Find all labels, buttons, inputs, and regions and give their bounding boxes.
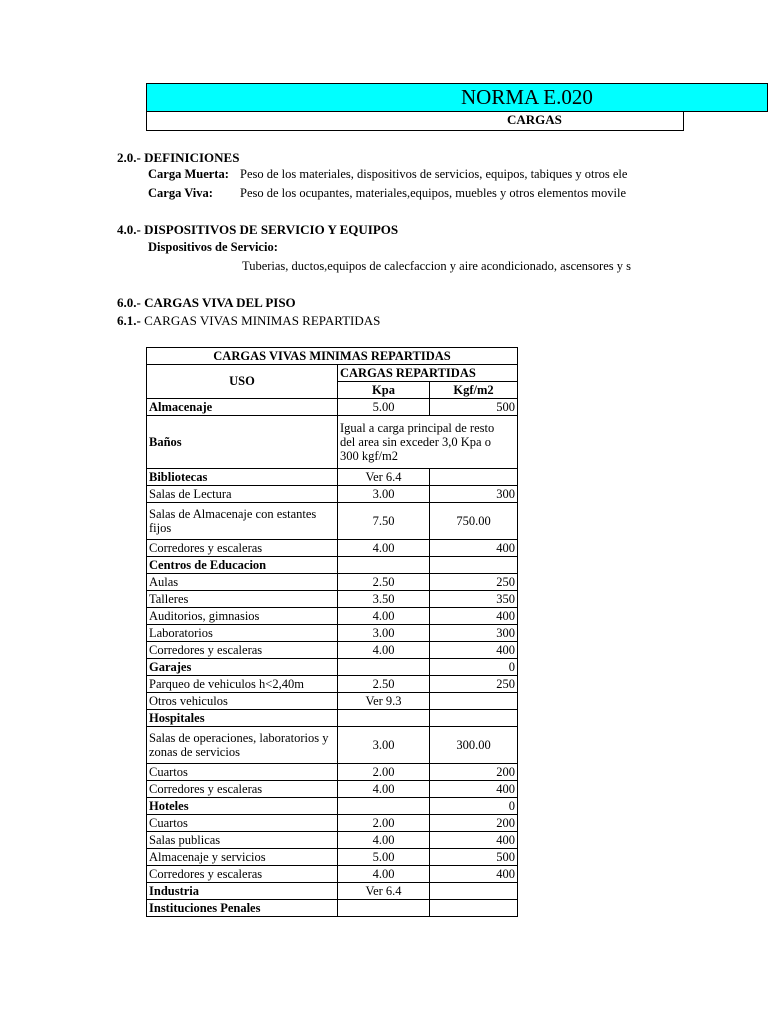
cell-kgf: 300.00 [430,727,518,764]
table-row [147,866,518,883]
live-load-text: Peso de los ocupantes, materiales,equipos, muebles y otros elementos movile [240,186,627,200]
cell-kpa: 2.00 [338,764,430,781]
cell-kgf: 350 [430,591,518,608]
cell-kpa: 3.00 [338,727,430,764]
cell-kgf [430,469,518,486]
cell-uso: Hoteles [147,798,338,815]
cell-kgf: 500 [430,849,518,866]
live-loads-table [146,347,518,917]
cell-uso: Instituciones Penales [147,900,338,917]
service-devices-label: Dispositivos de Servicio: [148,240,278,254]
cell-kgf: 0 [430,659,518,676]
cell-uso: Salas de Almacenaje con estantes fijos [147,503,338,540]
table-row [147,399,518,416]
cell-uso: Talleres [147,591,338,608]
cell-kpa: 7.50 [338,503,430,540]
cell-uso: Salas de Lectura [147,486,338,503]
cell-kgf: 400 [430,866,518,883]
cell-kpa: Ver 6.4 [338,883,430,900]
cell-kgf [430,710,518,727]
dead-load-label: Carga Muerta: [148,167,229,181]
cell-kpa: 4.00 [338,642,430,659]
cell-kgf [430,693,518,710]
column-header-uso: USO [147,365,338,399]
table-row [147,625,518,642]
service-devices-text: Tuberias, ductos,equipos de calecfaccion y aire acondicionado, ascensores y s [242,259,631,273]
cell-kpa: 4.00 [338,781,430,798]
table-row [147,710,518,727]
cell-kpa [338,710,430,727]
cell-kgf: 300 [430,486,518,503]
cell-kgf: 400 [430,832,518,849]
cell-kgf: 0 [430,798,518,815]
cell-uso: Salas publicas [147,832,338,849]
cell-kpa [338,557,430,574]
table-row [147,849,518,866]
cell-uso: Corredores y escaleras [147,866,338,883]
cell-uso: Laboratorios [147,625,338,642]
cell-kgf: 250 [430,676,518,693]
table-row [147,781,518,798]
cell-uso: Auditorios, gimnasios [147,608,338,625]
cell-uso: Bibliotecas [147,469,338,486]
cell-uso: Baños [147,416,338,469]
cell-kgf: 300 [430,625,518,642]
section-2-heading: 2.0.- DEFINICIONES [117,150,240,165]
cell-kpa: 3.50 [338,591,430,608]
cell-kpa: 2.50 [338,676,430,693]
table-title: CARGAS VIVAS MINIMAS REPARTIDAS [147,348,518,365]
table-row [147,557,518,574]
cell-uso: Corredores y escaleras [147,642,338,659]
cell-uso: Corredores y escaleras [147,781,338,798]
cell-kgf: 250 [430,574,518,591]
cell-uso: Aulas [147,574,338,591]
cell-kpa: 3.00 [338,625,430,642]
cell-kgf: 400 [430,540,518,557]
column-group-header: CARGAS REPARTIDAS [338,365,518,382]
cell-kpa: 2.50 [338,574,430,591]
table-row [147,883,518,900]
table-row [147,832,518,849]
cell-kpa: 5.00 [338,849,430,866]
cell-kpa: 5.00 [338,399,430,416]
cell-kpa: 4.00 [338,608,430,625]
table-body [147,399,518,917]
cell-kgf: 400 [430,642,518,659]
cell-kpa [338,659,430,676]
table-row [147,469,518,486]
document-subtitle: CARGAS [507,112,562,127]
table-row [147,540,518,557]
table-row [147,486,518,503]
table-row [147,676,518,693]
cell-uso: Almacenaje [147,399,338,416]
cell-kpa: 4.00 [338,866,430,883]
cell-kgf: 200 [430,764,518,781]
cell-uso: Almacenaje y servicios [147,849,338,866]
cell-kgf: 750.00 [430,503,518,540]
cell-kgf: 400 [430,781,518,798]
table-row [147,693,518,710]
cell-kpa: Ver 9.3 [338,693,430,710]
table-row [147,764,518,781]
document-title: NORMA E.020 [461,85,593,109]
table-row [147,659,518,676]
cell-uso: Parqueo de vehiculos h<2,40m [147,676,338,693]
table-row [147,416,518,469]
table-row [147,503,518,540]
cell-kpa: Ver 6.4 [338,469,430,486]
cell-uso: Cuartos [147,815,338,832]
table-row [147,642,518,659]
section-6-1-title: CARGAS VIVAS MINIMAS REPARTIDAS [140,313,381,328]
cell-uso: Salas de operaciones, laboratorios y zonas de servicios [147,727,338,764]
cell-uso: Garajes [147,659,338,676]
cell-kgf: 200 [430,815,518,832]
table-row [147,815,518,832]
cell-kpa: 4.00 [338,540,430,557]
cell-kgf [430,883,518,900]
cell-kpa: 4.00 [338,832,430,849]
subtitle-banner [146,111,684,131]
table-row [147,798,518,815]
section-6-1-number: 6.1.- [117,313,141,328]
table-row [147,574,518,591]
section-6-heading: 6.0.- CARGAS VIVA DEL PISO [117,295,296,310]
cell-kpa: 2.00 [338,815,430,832]
cell-kpa [338,900,430,917]
cell-kgf [430,557,518,574]
dead-load-text: Peso de los materiales, dispositivos de servicios, equipos, tabiques y otros ele [240,167,628,181]
cell-kpa: 3.00 [338,486,430,503]
cell-uso: Hospitales [147,710,338,727]
cell-uso: Corredores y escaleras [147,540,338,557]
cell-uso: Industria [147,883,338,900]
cell-kgf: 500 [430,399,518,416]
column-header-kgf: Kgf/m2 [430,382,518,399]
table-row [147,900,518,917]
cell-uso: Otros vehiculos [147,693,338,710]
cell-uso: Cuartos [147,764,338,781]
title-banner [146,83,768,112]
cell-kgf [430,900,518,917]
table-row [147,591,518,608]
section-4-heading: 4.0.- DISPOSITIVOS DE SERVICIO Y EQUIPOS [117,222,399,237]
cell-note: Igual a carga principal de resto del area sin exceder 3,0 Kpa o 300 kgf/m2 [338,416,518,469]
column-header-kpa: Kpa [338,382,430,399]
table-row [147,608,518,625]
cell-kgf: 400 [430,608,518,625]
table-row [147,727,518,764]
cell-kpa [338,798,430,815]
section-6-1-heading [117,313,380,329]
live-load-label: Carga Viva: [148,186,213,200]
cell-uso: Centros de Educacion [147,557,338,574]
